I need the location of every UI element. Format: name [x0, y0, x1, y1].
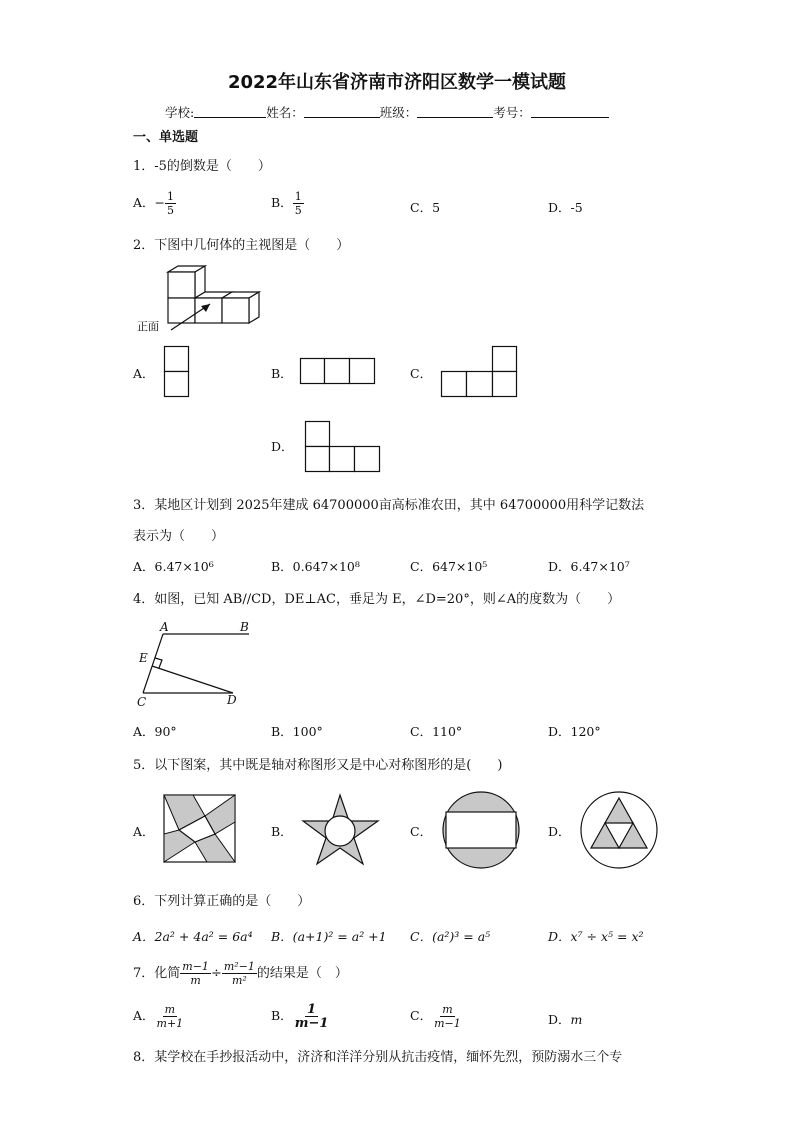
q1-option-b[interactable] — [271, 190, 304, 217]
q2-option-b-figure[interactable] — [300, 358, 376, 385]
minus-sign: − — [154, 195, 166, 210]
numerator: m²−1 — [223, 960, 255, 973]
q6-stem: 6．下列计算正确的是（ ） — [133, 894, 311, 909]
option-label: B． — [271, 1008, 293, 1023]
stem-text: 的结果是（ ） — [256, 966, 348, 981]
q4-option-a[interactable]: A．90° — [133, 724, 177, 739]
q5-option-a-label[interactable]: A． — [133, 824, 155, 839]
option-label: D． — [548, 1012, 571, 1027]
q7-option-c[interactable] — [410, 1003, 463, 1030]
name-blank[interactable] — [304, 103, 380, 118]
q6-option-d[interactable]: D．x⁷ ÷ x⁵ = x² — [548, 929, 644, 944]
exam-no-label: 考号： — [493, 105, 531, 120]
school-label: 学校: — [165, 105, 195, 120]
q3-option-d[interactable]: D．6.47×10⁷ — [548, 559, 630, 574]
denominator: m−1 — [434, 1017, 461, 1030]
fraction — [432, 1003, 463, 1030]
q2-option-d-label[interactable]: D． — [271, 439, 294, 454]
label-e: E — [139, 651, 148, 665]
q2-option-c-label[interactable]: C． — [410, 366, 433, 381]
q5-option-b-figure[interactable] — [302, 794, 380, 866]
denominator: m+1 — [156, 1017, 184, 1030]
q1-stem: 1．-5的倒数是（ ） — [133, 159, 271, 174]
q5-option-d-label[interactable]: D． — [548, 824, 571, 839]
option-value: m — [570, 1012, 583, 1027]
front-label: 正面 — [137, 320, 159, 333]
numerator: m — [442, 1003, 453, 1016]
class-blank[interactable] — [417, 103, 493, 118]
fraction — [293, 190, 304, 217]
numerator: m−1 — [182, 960, 209, 973]
q6-option-a[interactable]: A．2a² + 4a² = 6a⁴ — [133, 929, 253, 944]
denominator: 5 — [167, 204, 175, 217]
numerator: 1 — [167, 190, 175, 203]
q3-stem-line1: 3．某地区计划到 2025年建成 64700000亩高标准农田，其中 64700000用科学记数法 — [133, 498, 645, 513]
q6-option-b[interactable]: B．(a+1)² = a² +1 — [271, 929, 387, 944]
fraction — [293, 1003, 331, 1030]
fraction-1 — [180, 960, 211, 987]
q4-stem: 4．如图，已知 AB//CD，DE⊥AC，垂足为 E，∠D=20°，则∠A的度数为（ ） — [133, 592, 621, 607]
q2-option-a-figure[interactable] — [164, 346, 190, 398]
q3-stem-line2: 表示为（ ） — [133, 529, 225, 544]
q5-option-c-label[interactable]: C． — [410, 824, 433, 839]
q7-option-d[interactable] — [548, 1010, 582, 1028]
q5-option-c-figure[interactable] — [441, 791, 523, 871]
q3-option-a[interactable]: A．6.47×10⁶ — [133, 559, 214, 574]
option-label: B． — [271, 195, 293, 210]
fraction — [165, 190, 176, 217]
q8-stem: 8．某学校在手抄报活动中，济济和洋洋分别从抗击疫情，缅怀先烈，预防溺水三个专 — [133, 1050, 623, 1065]
numerator: 1 — [307, 1002, 317, 1017]
q7-option-b[interactable] — [271, 1003, 330, 1030]
exam-no-blank[interactable] — [531, 103, 609, 118]
q2-option-b-label[interactable]: B． — [271, 366, 293, 381]
fraction-2 — [222, 960, 257, 987]
q2-option-d-figure[interactable] — [305, 421, 381, 473]
denominator: m−1 — [294, 1016, 329, 1031]
q5-option-a-figure[interactable] — [163, 794, 237, 864]
q5-stem: 5．以下图案，其中既是轴对称图形又是中心对称图形的是( ) — [133, 758, 503, 773]
q1-option-c[interactable]: C．5 — [410, 200, 441, 215]
q3-option-b[interactable]: B．0.647×10⁸ — [271, 559, 360, 574]
divide-sign: ÷ — [210, 966, 222, 981]
q7-option-a[interactable] — [133, 1003, 185, 1030]
q4-option-d[interactable]: D．120° — [548, 724, 601, 739]
label-a: A — [160, 620, 169, 634]
student-info-line — [165, 103, 609, 121]
q5-option-d-figure[interactable] — [579, 791, 661, 871]
denominator: m² — [231, 974, 247, 987]
option-label: C． — [410, 1008, 433, 1023]
q5-option-b-label[interactable]: B． — [271, 824, 293, 839]
q1-option-a[interactable] — [133, 190, 176, 217]
numerator: 1 — [294, 190, 302, 203]
label-b: B — [240, 620, 249, 634]
section-heading: 一、单选题 — [133, 130, 199, 145]
school-blank[interactable] — [194, 103, 266, 118]
q6-option-c[interactable]: C．(a²)³ = a⁵ — [410, 929, 491, 944]
class-label: 班级： — [379, 105, 418, 120]
denominator: 5 — [294, 204, 302, 217]
option-label: A． — [133, 195, 155, 210]
q3-option-c[interactable]: C．647×10⁵ — [410, 559, 488, 574]
q4-geometry-figure — [133, 618, 263, 710]
page-title: 2022年山东省济南市济阳区数学一模试题 — [227, 72, 567, 93]
denominator: m — [190, 974, 201, 987]
q4-option-b[interactable]: B．100° — [271, 724, 323, 739]
q1-option-d[interactable]: D．-5 — [548, 200, 583, 215]
numerator: m — [164, 1003, 176, 1016]
fraction — [155, 1003, 186, 1030]
name-label: 姓名： — [266, 105, 304, 120]
q7-stem — [133, 960, 348, 987]
q2-stem: 2．下图中几何体的主视图是（ ） — [133, 238, 350, 253]
q2-option-c-figure[interactable] — [441, 346, 519, 398]
stem-text: 7．化简 — [133, 966, 181, 981]
q2-option-a-label[interactable]: A． — [133, 366, 155, 381]
q4-option-c[interactable]: C．110° — [410, 724, 463, 739]
label-d: D — [227, 693, 237, 707]
option-label: A． — [133, 1008, 155, 1023]
label-c: C — [137, 695, 147, 709]
q2-solid-figure — [135, 262, 260, 337]
